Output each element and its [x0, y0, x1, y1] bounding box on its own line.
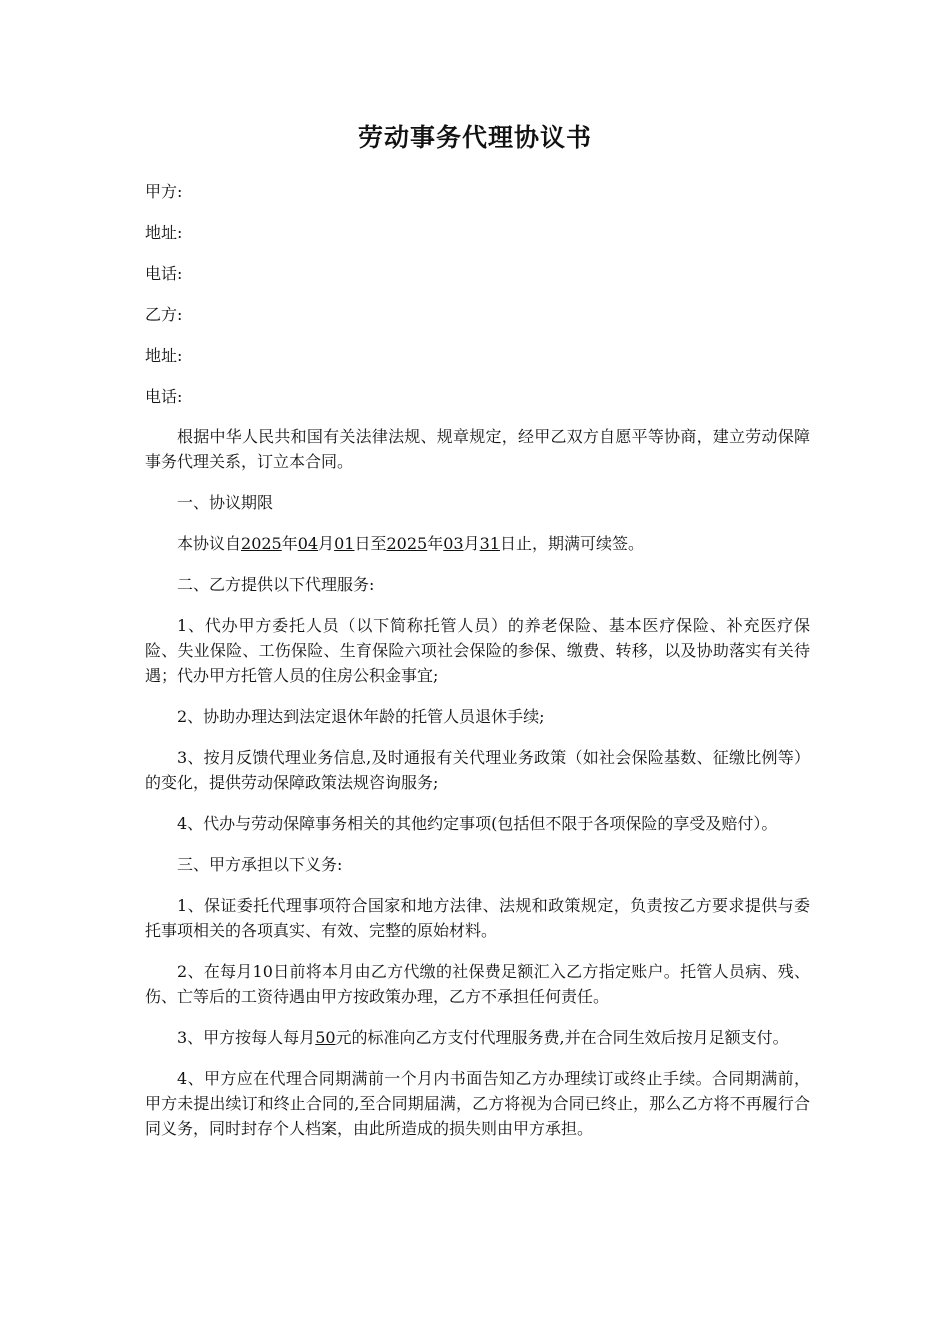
- service-item-3: 3、按月反馈代理业务信息,及时通报有关代理业务政策（如社会保险基数、征缴比例等）的变化，提供劳动保障政策法规咨询服务;: [145, 748, 810, 792]
- fee-suffix: 元的标准向乙方支付代理服务费,并在合同生效后按月足额支付。: [335, 1028, 789, 1047]
- start-month: 04: [297, 534, 319, 553]
- year-label-start: 年: [281, 534, 298, 553]
- fee-amount: 50: [315, 1028, 336, 1047]
- fee-prefix: 3、甲方按每人每月: [177, 1028, 316, 1047]
- party-b-name-line: 乙方:: [145, 305, 183, 324]
- party-a-address-line: 地址:: [145, 223, 183, 242]
- section-heading-obligations: 三、甲方承担以下义务:: [177, 855, 343, 874]
- party-b-address-line: 地址:: [145, 346, 183, 365]
- obligation-item-2: 2、在每月10日前将本月由乙方代缴的社保费足额汇入乙方指定账户。托管人员病、残、伤、亡等后的工资待遇由甲方按政策办理，乙方不承担任何责任。: [145, 962, 810, 1006]
- party-a-phone-line: 电话:: [145, 264, 183, 283]
- end-year: 2025: [386, 534, 428, 553]
- term-paragraph: [145, 531, 810, 556]
- obligation-item-4: 4、甲方应在代理合同期满前一个月内书面告知乙方办理续订或终止手续。合同期满前，甲方未提出续订和终止合同的,至合同期届满，乙方将视为合同已终止，那么乙方将不再履行合同义务，同时封存个人档案，由此所造成的损失则由甲方承担。: [145, 1069, 810, 1138]
- year-label-end: 年: [427, 534, 444, 553]
- service-item-2: 2、协助办理达到法定退休年龄的托管人员退休手续;: [177, 707, 545, 726]
- party-a-name-line: 甲方:: [145, 182, 183, 201]
- obligation-item-3: [145, 1025, 810, 1050]
- party-b-phone-line: 电话:: [145, 387, 183, 406]
- agreement-body: [145, 424, 810, 1157]
- intro-paragraph: 根据中华人民共和国有关法律法规、规章规定，经甲乙双方自愿平等协商，建立劳动保障事务代理关系，订立本合同。: [145, 427, 810, 471]
- document-title: 劳动事务代理协议书: [357, 123, 592, 152]
- month-label-start: 月: [318, 534, 335, 553]
- obligation-item-1: 1、保证委托代理事项符合国家和地方法律、法规和政策规定，负责按乙方要求提供与委托事项相关的各项真实、有效、完整的原始材料。: [145, 896, 810, 940]
- service-item-1: 1、代办甲方委托人员（以下简称托管人员）的养老保险、基本医疗保险、补充医疗保险、失业保险、工伤保险、生育保险六项社会保险的参保、缴费、转移，以及协助落实有关待遇；代办甲方托管人员的住房公积金事宜;: [145, 616, 810, 685]
- party-info-block: [145, 180, 805, 426]
- section-heading-term: 一、协议期限: [177, 493, 274, 512]
- day-label-start: 日至: [354, 534, 387, 553]
- month-label-end: 月: [463, 534, 480, 553]
- start-day: 01: [334, 534, 355, 553]
- end-day: 31: [479, 534, 500, 553]
- term-prefix: 本协议自: [177, 534, 242, 553]
- section-heading-services: 二、乙方提供以下代理服务:: [177, 575, 375, 594]
- term-suffix: 日止，期满可续签。: [499, 534, 644, 553]
- start-year: 2025: [241, 534, 282, 553]
- service-item-4: 4、代办与劳动保障事务相关的其他约定事项(包括但不限于各项保险的享受及赔付）。: [177, 814, 778, 833]
- end-month: 03: [443, 534, 464, 553]
